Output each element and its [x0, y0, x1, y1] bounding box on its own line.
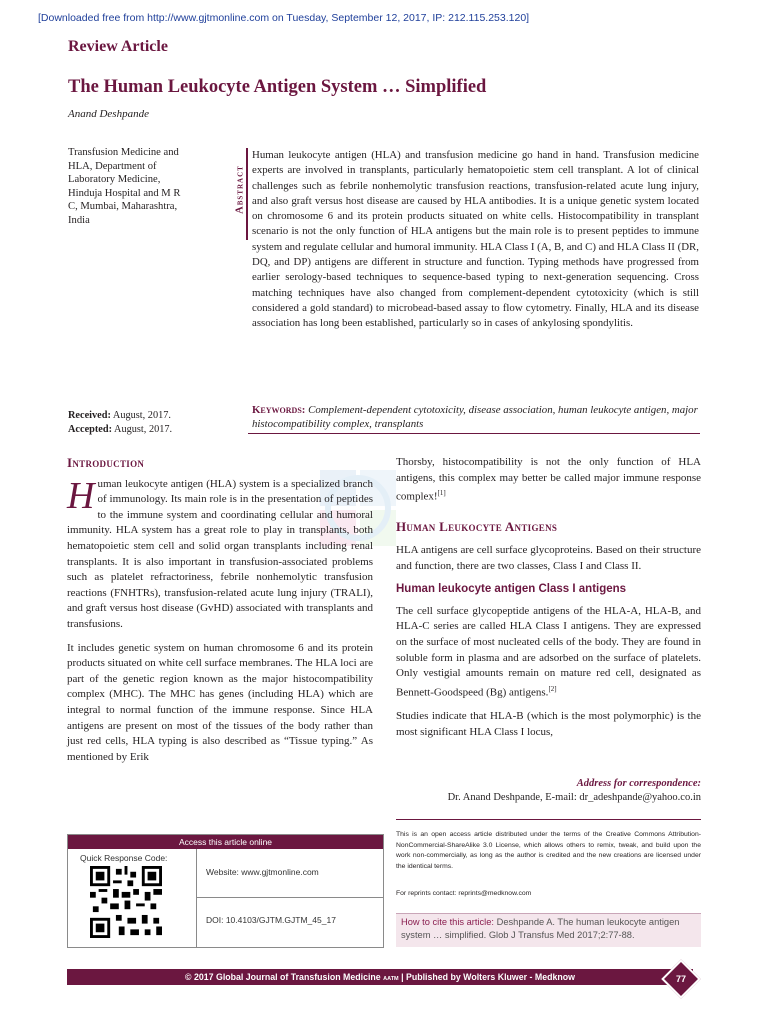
- hla-class-1-paragraph: [396, 604, 701, 701]
- hla-class-1-text: The cell surface glycopeptide antigens of the HLA-A, HLA-B, and HLA-C series are called HLA Class I antigens. They are expressed on the surface of most nucleated cells of the body. They are found in soluble form in plasma and are adsorbed on the surface of platelets. Only vestigial amounts remain on mature red cell, designated as Bennett-Goodspeed (Bg) antigens.: [396, 604, 701, 699]
- drop-cap: H: [67, 474, 95, 517]
- intro-paragraph-1: [67, 474, 373, 633]
- correspondence-divider: [396, 819, 701, 820]
- right-column: [396, 455, 701, 748]
- abstract-label: Abstract: [234, 165, 246, 214]
- received-date: August, 2017.: [112, 410, 171, 421]
- keywords: [252, 403, 699, 431]
- reference-link-2[interactable]: [2]: [548, 684, 557, 693]
- intro-paragraph-1-text: uman leukocyte antigen (HLA) system is a specialized branch of immunology. Its main role is in the presentation of peptides to the immune system and coordinating cellular and humoral immunity. HLA system has a great role to play in transplants, both hematopoietic stem cell and solid organ transplants including renal transplants. It is also important in transfusion-associated problems such as platelet refractoriness, febrile nonhemolytic transfusion reactions (FNHTRs), transfusion-related acute lung injury (TRALI), and graft versus host disease (GvHD) associated with transplants and transfusions.: [67, 477, 373, 630]
- qr-code[interactable]: [90, 866, 162, 938]
- intro-paragraph-2: It includes genetic system on human chromosome 6 and its protein products situated on white cell surface membranes. The HLA loci are part of the genetic region known as the major histocompatibility complex (MHC). The MHC has genes (including HLA) which are integral to normal function of the immune response. Since HLA antigens are present on most of the tissues of the body rather than just red cells, HLA typing is also described as “Tissue typing.” As mentioned by Erik: [67, 641, 373, 763]
- access-box-row-divider: [196, 897, 383, 898]
- correspondence-label: Address for correspondence:: [576, 778, 701, 789]
- accepted-date: August, 2017.: [114, 423, 173, 435]
- footer-text: © 2017 Global Journal of Transfusion Medicine: [185, 972, 381, 982]
- keywords-text: Complement-dependent cytotoxicity, disease association, human leukocyte antigen, major histocompatibility complex, transplants: [252, 404, 698, 430]
- page-number: 77: [675, 973, 687, 984]
- author-name: Anand Deshpande: [68, 108, 149, 120]
- article-dates: [68, 409, 228, 436]
- keywords-divider: [248, 433, 700, 434]
- access-box-divider: [196, 849, 197, 947]
- correspondence-text: Dr. Anand Deshpande, E-mail: dr_adeshpande@yahoo.co.in: [447, 792, 701, 803]
- reprints-contact: For reprints contact: reprints@medknow.com: [396, 890, 532, 897]
- how-to-cite-box: [396, 913, 701, 947]
- website-link[interactable]: Website: www.gjtmonline.com: [206, 867, 319, 877]
- access-box-header: Access this article online: [68, 835, 383, 849]
- abstract-tag: [232, 148, 248, 240]
- article-title: The Human Leukocyte Antigen System … Simplified: [68, 77, 487, 97]
- hla-heading: Human Leukocyte Antigens: [396, 519, 558, 535]
- doi-link[interactable]: DOI: 10.4103/GJTM.GJTM_45_17: [206, 915, 336, 925]
- accepted-label: Accepted:: [68, 423, 113, 435]
- author-affiliation: Transfusion Medicine and HLA, Department of Laboratory Medicine, Hinduja Hospital and M R C, Mumbai, Maharashtra, India: [68, 147, 181, 226]
- qr-code-label: Quick Response Code:: [80, 853, 168, 863]
- license-text: This is an open access article distributed under the terms of the Creative Commons Attribution-NonCommercial-ShareAlike 3.0 License, which allows others to remix, tweak, and build upon the work non-commercially, as long as the author is credited and the new creations are licensed under the identical terms.: [396, 831, 701, 870]
- cite-text: Deshpande A. The human leukocyte antigen system … simplified. Glob J Transfus Med 2017;2:77-88.: [401, 917, 680, 940]
- keywords-label: Keywords:: [252, 404, 306, 416]
- page-footer: [67, 969, 693, 985]
- right-continuation-paragraph: [396, 455, 701, 505]
- hla-paragraph-1: HLA antigens are cell surface glycoproteins. Based on their structure and function, there are two classes, Class I and Class II.: [396, 544, 701, 572]
- download-banner: [Downloaded free from http://www.gjtmonline.com on Tuesday, September 12, 2017, IP: 212.115.253.120]: [38, 12, 530, 24]
- introduction-heading: Introduction: [67, 455, 145, 470]
- access-online-box: [67, 834, 384, 948]
- continuation-text: Thorsby, histocompatibility is not the only function of HLA antigens, this complex may better be called major immune response complex!: [396, 456, 701, 503]
- footer-publisher: | Published by Wolters Kluwer - Medknow: [401, 972, 575, 982]
- hla-class-1-paragraph-2: Studies indicate that HLA-B (which is the most polymorphic) is the most significant HLA Class I locus,: [396, 710, 701, 738]
- left-column: [67, 455, 373, 773]
- page-number-badge: [661, 959, 701, 999]
- article-type: Review Article: [68, 38, 168, 55]
- footer-society-abbrev: AATM: [383, 976, 399, 982]
- correspondence-block: [396, 777, 701, 805]
- received-label: Received:: [68, 410, 111, 421]
- reference-link-1[interactable]: [1]: [437, 489, 446, 498]
- hla-class-1-subheading: Human leukocyte antigen Class I antigens: [396, 583, 627, 596]
- cite-label: How to cite this article:: [401, 917, 495, 927]
- abstract-text: Human leukocyte antigen (HLA) and transfusion medicine go hand in hand. Transfusion medicine experts are involved in transplants, particularly hematopoietic stem cell transplant. A lot of clinical challenges such as febrile nonhemolytic transfusion reactions, transfusion-related acute lung injury, and also graft versus host disease are caused by HLA antibodies. It is a unique genetic system located on chromosome 6 and its protein products situated on white cells. Histocompatibility in transplant scenario is not the only function of HLA antigens but the main role is to present peptides to immune system and regulate cellular and humoral immunity. HLA Class I (A, B, and C) and HLA Class II (DR, DQ, and DP) antigens are different in structure and function. Typing methods have progressed from earlier serology-based techniques to sequence-based typing to next-generation sequencing. Cross matching techniques have also changed from complement-dependent cytotoxicity (which is still considered a gold standard) to microbead-based assay to flow cytometry. Finally, HLA and its disease association has long been established, particularly so in cases of ankylosing spondylitis.: [252, 149, 699, 330]
